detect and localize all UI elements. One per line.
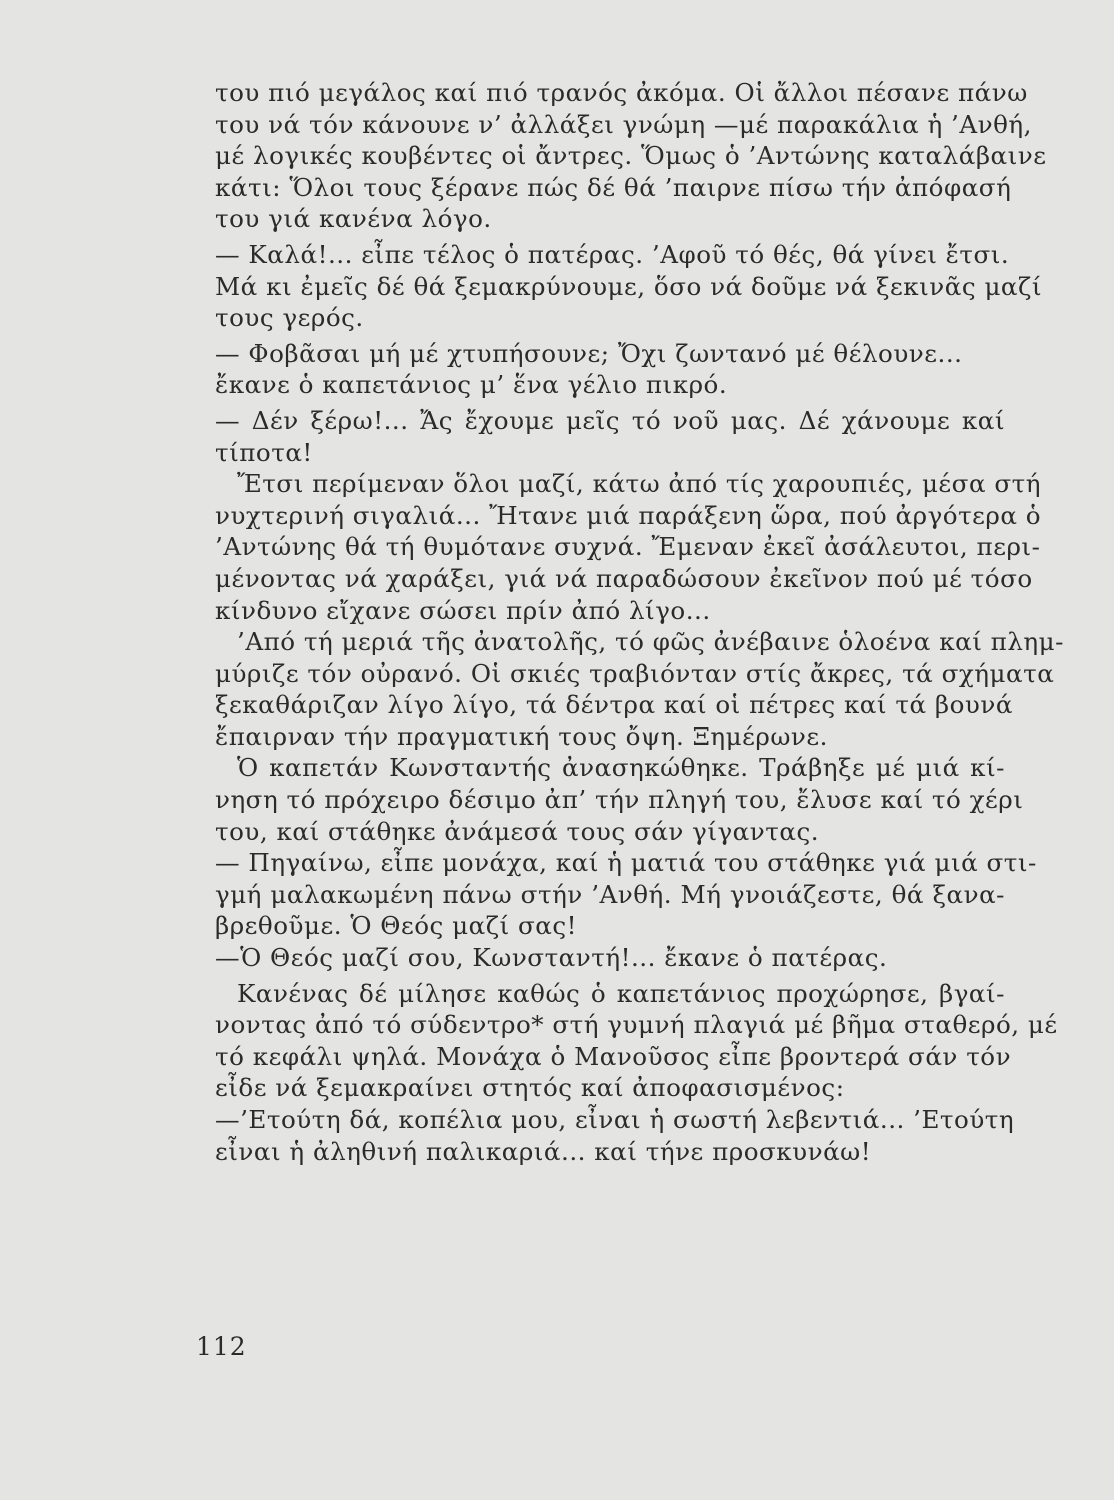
text-line: κίνδυνο εἴχανε σώσει πρίν ἀπό λίγο... (215, 595, 711, 625)
text-line: κάτι: Ὅλοι τους ξέρανε πώς δέ θά ’παιρνε πίσω τήν ἀπόφασή (215, 172, 1012, 202)
text-line: — Καλά!... εἶπε τέλος ὁ πατέρας. ’Αφοῦ τό θές, θά γίνει ἔτσι. (215, 239, 1010, 269)
text-line: νυχτερινή σιγαλιά... Ἤτανε μιά παράξενη ὥρα, πού ἀργότερα ὁ (215, 500, 1042, 530)
text-line: Ὁ καπετάν Κωνσταντής ἀνασηκώθηκε. Τράβηξε μέ μιά κί- (237, 753, 1005, 783)
text-line: βρεθοῦμε. Ὁ Θεός μαζί σας! (215, 911, 578, 941)
text-line: μέ λογικές κουβέντες οἱ ἄντρες. Ὅμως ὁ ’Αντώνης καταλάβαινε (215, 141, 1047, 171)
text-line: του πιό μεγάλος καί πιό τρανός ἀκόμα. Οἱ ἄλλοι πέσανε πάνω (215, 78, 1028, 107)
text-line: —’Ετούτη δά, κοπέλια μου, εἶναι ἡ σωστή λεβεντιά... ’Ετούτη (215, 1105, 1015, 1134)
text-line: μένοντας νά χαράξει, γιά νά παραδώσουν ἐκεῖνον πού μέ τόσο (215, 563, 1033, 593)
text-line: του γιά κανένα λόγο. (215, 204, 492, 234)
page-body-text (215, 77, 1064, 1167)
text-line: μύριζε τόν οὐρανό. Οἱ σκιές τραβιόνταν στίς ἄκρες, τά σχήματα (215, 658, 1055, 688)
text-line: του, καί στάθηκε ἀνάμεσά τους σάν γίγαντας. (215, 816, 820, 846)
text-line: Μά κι ἐμεῖς δέ θά ξεμακρύνουμε, ὅσο νά δοῦμε νά ξεκινᾶς μαζί (215, 271, 1043, 301)
text-line: ’Από τή μεριά τῆς ἀνατολῆς, τό φῶς ἀνέβαινε ὁλοένα καί πλημ- (237, 627, 1064, 657)
text-line: ’Αντώνης θά τή θυμότανε συχνά. Ἔμεναν ἐκεῖ ἀσάλευτοι, περι- (215, 532, 1041, 562)
text-line: νοντας ἀπό τό σύδεντρο* στή γυμνή πλαγιά μέ βῆμα σταθερό, μέ (215, 1010, 1058, 1040)
text-line: εἶναι ἡ ἀληθινή παλικαριά... καί τήνε προσκυνάω! (215, 1136, 872, 1166)
text-line: νηση τό πρόχειρο δέσιμο ἀπ’ τήν πληγή του, ἔλυσε καί τό χέρι (215, 785, 1024, 815)
text-line: Ἔτσι περίμεναν ὅλοι μαζί, κάτω ἀπό τίς χαρουπιές, μέσα στή (237, 469, 1042, 499)
text-line: ἔκανε ὁ καπετάνιος μ’ ἕνα γέλιο πικρό. (215, 370, 728, 400)
text-line: — Φοβᾶσαι μή μέ χτυπήσουνε; Ὄχι ζωντανό μέ θέλουνε... (215, 338, 963, 368)
text-line: Κανένας δέ μίλησε καθώς ὁ καπετάνιος προχώρησε, βγαί- (237, 978, 1005, 1008)
text-line: του νά τόν κάνουνε ν’ ἀλλάξει γνώμη —μέ παρακάλια ἡ ’Ανθή, (215, 109, 1032, 139)
page-number: 112 (196, 1332, 247, 1361)
text-line: — Δέν ξέρω!... Ἄς ἔχουμε μεῖς τό νοῦ μας. Δέ χάνουμε καί (215, 405, 1005, 435)
text-line: ἔπαιρναν τήν πραγματική τους ὄψη. Ξημέρωνε. (215, 721, 828, 751)
text-line: τό κεφάλι ψηλά. Μονάχα ὁ Μανοῦσος εἶπε βροντερά σάν τόν (215, 1041, 1012, 1071)
text-line: ξεκαθάριζαν λίγο λίγο, τά δέντρα καί οἱ πέτρες καί τά βουνά (215, 690, 1013, 720)
text-line: εἶδε νά ξεμακραίνει στητός καί ἀποφασισμένος: (215, 1073, 845, 1103)
text-line: —Ὁ Θεός μαζί σου, Κωνσταντή!... ἔκανε ὁ πατέρας. (215, 943, 888, 973)
text-line: — Πηγαίνω, εἶπε μονάχα, καί ἡ ματιά του στάθηκε γιά μιά στι- (215, 848, 1037, 878)
text-line: τους γερός. (215, 303, 364, 333)
text-line: τίποτα! (215, 437, 313, 467)
text-line: γμή μαλακωμένη πάνω στήν ’Ανθή. Μή γνοιάζεστε, θά ξανα- (215, 879, 1005, 909)
